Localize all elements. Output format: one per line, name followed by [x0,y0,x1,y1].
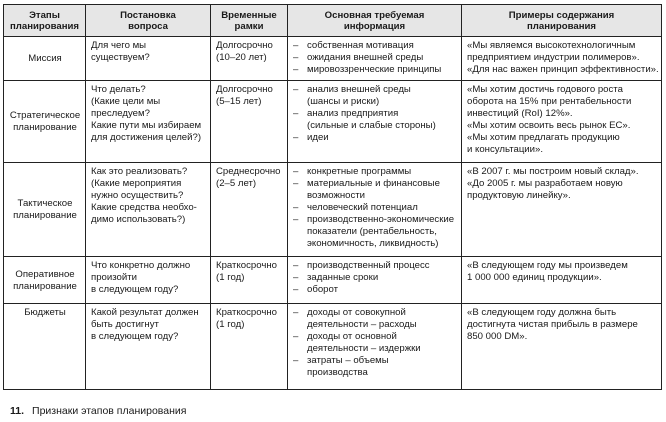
info-cell: – конкретные программы – материальные и финансовые возможности – человеческий потенциал – производственно-экономические показатели (рентабельность, экономичность, ликвидность) [288,163,462,257]
dash-bullet: – [293,331,299,342]
question-cell: Как это реализовать? (Какие мероприятия нужно осуществить? Какие средства необхо- димо использовать?) [86,163,211,257]
question-cell: Для чего мы существуем? [86,37,211,81]
stage-cell: Миссия [4,37,86,81]
stage-cell: Оперативное планирование [4,257,86,304]
examples-cell: «Мы хотим достичь годового роста оборота на 15% при рентабельности инвестиций (RoI) 12%». «Мы хотим освоить весь рынок ЕС». «Мы хотим предлагать продукцию и консультации». [462,81,662,163]
dash-bullet: – [293,307,299,318]
table-row [4,304,662,390]
dash-bullet: – [293,260,299,271]
examples-cell: «В следующем году мы произведем 1 000 000 единиц продукции». [462,257,662,304]
info-item: – доходы от совокупной [293,307,406,318]
info-item: – оборот [293,284,339,295]
dash-bullet: – [293,214,299,225]
dash-bullet: – [293,272,299,283]
info-item: – идеи [293,132,329,143]
info-cell [288,257,462,304]
timeframe-cell: Долгосрочно (5–15 лет) [211,81,288,163]
caption-text: Признаки этапов планирования [32,405,187,417]
stage-cell: Бюджеты [4,304,86,390]
dash-bullet: – [293,178,299,189]
dash-bullet: – [293,108,299,119]
header-stages: Этапы планирования [4,5,86,37]
info-item: – ожидания внешней среды [293,52,424,63]
table-row [4,163,662,257]
caption-number: 11. [10,405,25,417]
info-item: – материальные и финансовые [293,178,440,189]
table-header-row [4,5,662,37]
dash-bullet: – [293,52,299,63]
header-question: Постановка вопроса [86,5,211,37]
stage-cell: Стратегическое планирование [4,81,86,163]
header-examples: Примеры содержания планирования [462,5,662,37]
examples-cell: «Мы являемся высокотехнологичным предприятием индустрии полимеров». «Для нас важен принцип эффективности». [462,37,662,81]
info-item: – собственная мотивация [293,40,414,51]
info-item: – затраты – объемы [293,355,389,366]
header-info: Основная требуемая информация [288,5,462,37]
dash-bullet: – [293,64,299,75]
info-item: – конкретные программы [293,166,412,177]
dash-bullet: – [293,84,299,95]
info-item: – производственно-экономические [293,214,455,225]
dash-bullet: – [293,355,299,366]
timeframe-cell: Среднесрочно (2–5 лет) [211,163,288,257]
info-item: – доходы от основной [293,331,397,342]
table-row [4,257,662,304]
timeframe-cell: Краткосрочно (1 год) [211,304,288,390]
examples-cell: «В 2007 г. мы построим новый склад». «До 2005 г. мы разработаем новую продуктовую линейку». [462,163,662,257]
info-item: – анализ предприятия [293,108,399,119]
table-row [4,81,662,163]
question-cell: Что делать? (Какие цели мы преследуем? Какие пути мы избираем для достижения целей?) [86,81,211,163]
dash-bullet: – [293,202,299,213]
question-cell: Какой результат должен быть достигнут в следующем году? [86,304,211,390]
question-cell: Что конкретно должно произойти в следующем году? [86,257,211,304]
info-item: – анализ внешней среды [293,84,411,95]
info-item: – заданные сроки [293,272,379,283]
info-cell: – анализ внешней среды (шансы и риски) – анализ предприятия (сильные и слабые стороны) – идеи [288,81,462,163]
dash-bullet: – [293,132,299,143]
figure-caption [10,405,186,417]
timeframe-cell: Долгосрочно (10–20 лет) [211,37,288,81]
examples-cell: «В следующем году должна быть достигнута чистая прибыль в размере 850 000 DM». [462,304,662,390]
table-row [4,37,662,81]
dash-bullet: – [293,284,299,295]
info-item: – человеческий потенциал [293,202,418,213]
planning-stages-table [3,4,662,390]
info-item: – производственный процесс [293,260,430,271]
dash-bullet: – [293,40,299,51]
header-timeframe: Временные рамки [211,5,288,37]
timeframe-cell: Краткосрочно (1 год) [211,257,288,304]
info-cell: – доходы от совокупной деятельности – расходы – доходы от основной деятельности – издержки – затраты – объемы производства [288,304,462,390]
dash-bullet: – [293,166,299,177]
info-item: – мировоззренческие принципы [293,64,442,75]
stage-cell: Тактическое планирование [4,163,86,257]
info-cell [288,37,462,81]
